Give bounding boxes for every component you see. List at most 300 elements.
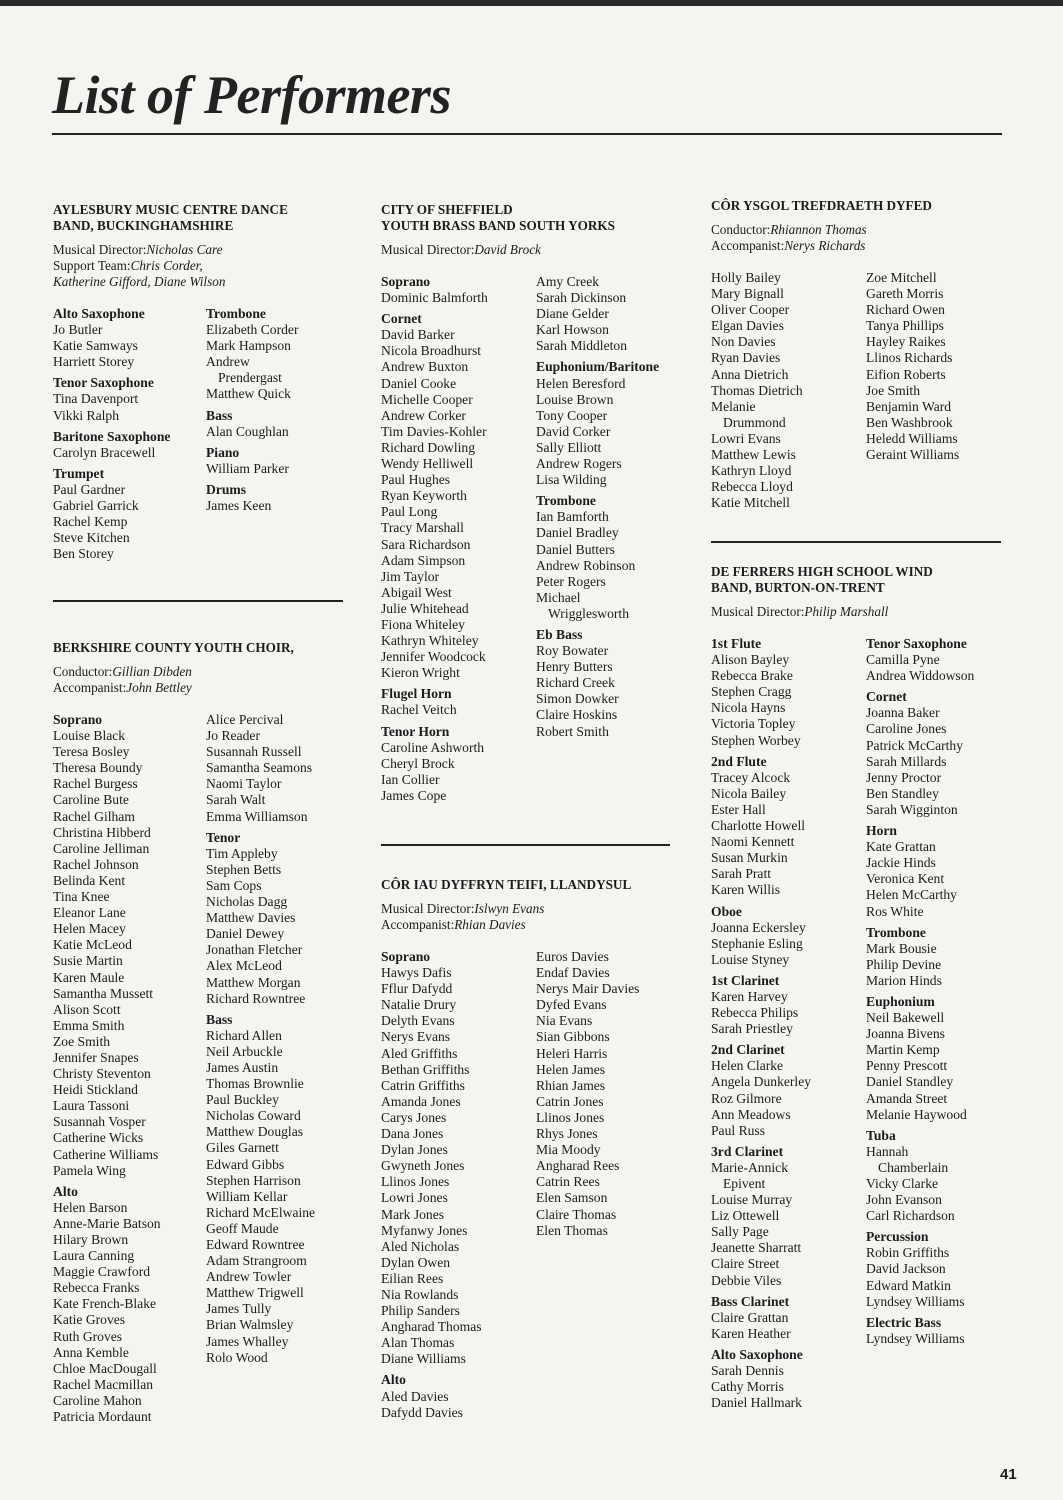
performer-name: Ben Storey (53, 546, 114, 562)
performer-name: Susan Murkin (711, 850, 788, 866)
performer-name: Karen Harvey (711, 988, 788, 1004)
performer-name: Sarah Middleton (536, 338, 627, 354)
info-label: Musical Director: (53, 242, 147, 257)
performer-name: Veronica Kent (866, 871, 945, 887)
group-title (381, 202, 681, 234)
info-value: John Bettley (126, 680, 192, 695)
info-value: Philip Marshall (804, 604, 889, 619)
group-cor-ysgol (711, 198, 1011, 516)
performer-column (381, 949, 536, 1426)
performer-name: Abigail West (381, 584, 452, 600)
performer-name: Ros White (866, 903, 924, 919)
performer-name: Dylan Owen (381, 1254, 451, 1270)
performer-name: Anna Dietrich (711, 366, 789, 382)
performer-name: Andrew Towler (206, 1269, 292, 1285)
performer-name: James Austin (206, 1059, 279, 1075)
section (53, 306, 206, 370)
section-heading: Percussion (866, 1229, 929, 1245)
performer-name: Louise Styney (711, 951, 790, 967)
group-info (711, 604, 1011, 620)
performer-name: Stephen Cragg (711, 684, 792, 700)
info-label: Accompanist: (711, 238, 785, 253)
performer-name: Endaf Davies (536, 965, 610, 981)
performer-name: Susie Martin (53, 953, 123, 969)
performer-name: Matthew Davies (206, 910, 296, 926)
performer-name: Wendy Helliwell (381, 456, 474, 472)
performer-name: Eifion Roberts (866, 366, 946, 382)
performer-name: Andrea Widdowson (866, 668, 975, 684)
section-heading: 1st Clarinet (711, 972, 780, 988)
section-heading: Bass Clarinet (711, 1293, 790, 1309)
section-heading: Trombone (206, 306, 266, 321)
section (381, 274, 536, 306)
performer-name: Wrigglesworth (548, 605, 629, 621)
performer-name: Llinos Jones (536, 1109, 605, 1125)
performer-name: Paul Gardner (53, 481, 126, 497)
performer-name: Ryan Davies (711, 350, 781, 366)
performer-name: Tony Cooper (536, 407, 608, 423)
performer-column (866, 270, 1006, 516)
section (381, 724, 536, 804)
performer-name: Eleanor Lane (53, 905, 126, 921)
performer-name: Martin Kemp (866, 1042, 940, 1058)
section-heading: Tenor Saxophone (866, 636, 967, 651)
section-heading: 3rd Clarinet (711, 1143, 784, 1159)
performer-name: Non Davies (711, 334, 776, 350)
performer-name: Carys Jones (381, 1109, 447, 1125)
section (206, 830, 346, 1007)
section-heading: Electric Bass (866, 1314, 942, 1330)
top-border (0, 0, 1063, 6)
performer-name: Susannah Russell (206, 744, 302, 760)
performer-name: Stephen Worbey (711, 732, 801, 748)
performer-name: Richard Owen (866, 302, 945, 318)
performer-name: Fiona Whiteley (381, 616, 465, 632)
group-title-line: CÔR YSGOL TREFDRAETH DYFED (711, 198, 932, 213)
info-label: Accompanist: (53, 680, 127, 695)
info-value: Rhiannon Thomas (770, 222, 867, 237)
performer-name: Anna Kemble (53, 1344, 129, 1360)
section (53, 429, 206, 461)
performer-name: Paul Russ (711, 1122, 766, 1138)
performer-name: Elgan Davies (711, 318, 784, 334)
performer-name: Lyndsey Williams (866, 1293, 965, 1309)
section (711, 1042, 866, 1139)
performer-columns (711, 270, 1011, 516)
section-heading: Euphonium (866, 993, 935, 1009)
performer-name: Paul Buckley (206, 1092, 279, 1108)
info-line (381, 242, 681, 258)
performer-name: Julie Whitehead (381, 600, 469, 616)
performer-name: Vicky Clarke (866, 1176, 939, 1191)
performer-name: Laura Tassoni (53, 1098, 130, 1114)
section (206, 445, 346, 477)
performer-name: Ben Standley (866, 785, 939, 801)
performer-name: Aled Davies (381, 1388, 449, 1404)
performer-name: Louise Murray (711, 1192, 793, 1208)
performer-name: Lyndsey Williams (866, 1330, 965, 1346)
info-value: Chris Corder, (130, 258, 203, 273)
performer-name: Harriett Storey (53, 354, 135, 370)
performer-name: Alice Percival (206, 712, 284, 727)
performer-name: Daniel Hallmark (711, 1395, 802, 1411)
performer-name: Daniel Dewey (206, 926, 285, 942)
performer-name: Sian Gibbons (536, 1029, 610, 1045)
performer-name: Caroline Bute (53, 792, 129, 808)
performer-name: Karl Howson (536, 322, 609, 338)
performer-name: Rebecca Philips (711, 1005, 799, 1021)
performer-name: Chamberlain (878, 1159, 949, 1175)
performer-name: Nicholas Coward (206, 1108, 301, 1124)
performer-name: Chloe MacDougall (53, 1360, 157, 1376)
info-label: Musical Director: (711, 604, 805, 619)
section-heading: Cornet (381, 311, 422, 327)
performer-name: Caroline Jones (866, 721, 947, 737)
divider-rule (381, 844, 670, 846)
performer-name: Daniel Bradley (536, 525, 619, 541)
performer-name: Angharad Thomas (381, 1319, 482, 1335)
performer-name: Mark Bousie (866, 940, 937, 956)
performer-name: Holly Bailey (711, 270, 781, 285)
performer-name: Richard Rowntree (206, 990, 306, 1006)
performer-name: Diane Williams (381, 1351, 466, 1367)
group-title-line: CITY OF SHEFFIELD (381, 202, 513, 217)
performer-name: Adam Simpson (381, 552, 466, 568)
performer-name: Philip Devine (866, 956, 942, 972)
info-value: Nerys Richards (784, 238, 866, 253)
performer-name: Rhys Jones (536, 1126, 598, 1142)
section (381, 1372, 536, 1420)
group-title-line: DE FERRERS HIGH SCHOOL WIND (711, 564, 933, 579)
performer-name: Maggie Crawford (53, 1264, 151, 1280)
info-label: Support Team: (53, 258, 131, 273)
performer-name: Daniel Standley (866, 1074, 954, 1090)
performer-name: David Corker (536, 423, 611, 439)
performer-column (53, 306, 206, 567)
group-sheffield (381, 202, 681, 809)
group-title-line: YOUTH BRASS BAND SOUTH YORKS (381, 218, 616, 233)
info-value: David Brock (474, 242, 541, 257)
performer-name: Joanna Bivens (866, 1026, 945, 1042)
performer-name: William Parker (206, 460, 289, 476)
section (866, 1229, 1006, 1309)
performer-name: Richard Creek (536, 675, 615, 691)
info-value: Gillian Dibden (112, 664, 192, 679)
performer-name: Rachel Macmillan (53, 1376, 154, 1392)
info-label: Accompanist: (381, 917, 455, 932)
performer-name: James Whalley (206, 1333, 289, 1349)
performer-name: Amanda Street (866, 1090, 948, 1106)
group-title (711, 564, 1011, 596)
info-line (53, 242, 363, 258)
performer-name: Laura Canning (53, 1248, 135, 1264)
performer-name: Caroline Mahon (53, 1392, 142, 1408)
performer-name: Elen Samson (536, 1190, 608, 1206)
performer-name: Richard Allen (206, 1027, 282, 1043)
performer-name: Llinos Jones (381, 1174, 450, 1190)
section (866, 689, 1006, 818)
info-line (53, 258, 363, 274)
performer-name: Susannah Vosper (53, 1114, 146, 1130)
performer-name: Karen Maule (53, 969, 125, 985)
performer-name: Marie-Annick (711, 1159, 789, 1175)
performer-name: Adam Strangroom (206, 1253, 307, 1269)
performer-columns (53, 712, 363, 1430)
section-heading: Soprano (381, 274, 431, 289)
performer-name: Robin Griffiths (866, 1245, 950, 1261)
performer-name: Katie Mitchell (711, 495, 790, 511)
performer-name: Sarah Pratt (711, 866, 772, 882)
performer-name: Rebecca Brake (711, 668, 793, 684)
performer-name: Rachel Burgess (53, 776, 138, 792)
section (711, 754, 866, 899)
performer-name: Mia Moody (536, 1142, 601, 1158)
performer-name: Rachel Johnson (53, 856, 139, 872)
performer-name: Jennifer Snapes (53, 1049, 139, 1065)
performer-name: Rolo Wood (206, 1349, 268, 1365)
performer-columns (711, 636, 1011, 1416)
performer-name: Tim Appleby (206, 845, 278, 861)
performer-column (206, 712, 346, 1430)
performer-name: Sarah Millards (866, 753, 947, 769)
group-title-line: BERKSHIRE COUNTY YOUTH CHOIR, (53, 640, 294, 655)
section (536, 949, 676, 1239)
section-heading: Euphonium/Baritone (536, 359, 660, 375)
group-berkshire (53, 640, 363, 1430)
info-line (53, 664, 363, 680)
performer-name: Sally Elliott (536, 439, 602, 455)
section-heading: Cornet (866, 689, 907, 705)
performer-name: Hilary Brown (53, 1232, 129, 1247)
performer-name: Nicholas Dagg (206, 894, 288, 910)
info-label: Musical Director: (381, 901, 475, 916)
section (381, 686, 536, 718)
section-heading: Tenor Saxophone (53, 375, 154, 391)
performer-name: Sam Cops (206, 877, 262, 893)
info-line (711, 238, 1011, 254)
performer-name: Camilla Pyne (866, 652, 940, 668)
performer-name: Christy Steventon (53, 1066, 151, 1082)
performer-name: Andrew Robinson (536, 557, 636, 573)
performer-name: Melanie (711, 398, 756, 414)
performer-name: Edward Gibbs (206, 1156, 285, 1172)
performer-name: Stephanie Esling (711, 935, 803, 951)
performer-name: Joe Smith (866, 382, 921, 398)
performer-name: Matthew Morgan (206, 974, 301, 990)
section-heading: Bass (206, 407, 233, 423)
performer-name: Cheryl Brock (381, 755, 455, 771)
info-value: Nicholas Care (146, 242, 223, 257)
performer-column (206, 306, 346, 567)
performer-name: Rachel Gilham (53, 808, 135, 824)
section-heading: Baritone Saxophone (53, 428, 171, 444)
performer-columns (381, 274, 681, 809)
performer-name: Geraint Williams (866, 447, 960, 463)
performer-name: Paul Hughes (381, 472, 451, 488)
group-title-line: CÔR IAU DYFFRYN TEIFI, LLANDYSUL (381, 877, 632, 892)
performer-name: Dana Jones (381, 1126, 444, 1142)
performer-name: Jeanette Sharratt (711, 1240, 802, 1256)
info-line (711, 604, 1011, 620)
section-heading: Piano (206, 444, 240, 460)
performer-name: Cathy Morris (711, 1379, 784, 1395)
performer-name: Claire Street (711, 1256, 780, 1272)
section (866, 925, 1006, 989)
performer-name: Patrick McCarthy (866, 737, 964, 753)
group-title (53, 202, 363, 234)
performer-name: Roz Gilmore (711, 1090, 782, 1106)
performer-name: Kathryn Whiteley (381, 633, 479, 649)
section (206, 712, 346, 825)
performer-name: Jonathan Fletcher (206, 942, 303, 958)
performer-name: Naomi Taylor (206, 776, 282, 792)
performer-name: Victoria Topley (711, 716, 796, 732)
section-heading: Drums (206, 481, 247, 497)
performer-name: Carolyn Bracewell (53, 444, 156, 460)
group-cor-iau (381, 877, 681, 1426)
performer-name: Catrin Griffiths (381, 1077, 465, 1093)
performer-name: Christina Hibberd (53, 824, 151, 840)
performer-name: Mark Jones (381, 1206, 445, 1222)
info-line (53, 274, 363, 290)
performer-name: Dafydd Davies (381, 1404, 463, 1420)
group-title-line: AYLESBURY MUSIC CENTRE DANCE (53, 202, 288, 217)
performer-name: Matthew Douglas (206, 1124, 304, 1140)
section (711, 636, 866, 749)
performer-name: Gabriel Garrick (53, 498, 139, 514)
performer-name: Ruth Groves (53, 1328, 123, 1344)
performer-name: Dominic Balmforth (381, 290, 488, 306)
performer-name: Michelle Cooper (381, 391, 473, 407)
performer-columns (381, 949, 681, 1426)
section (381, 949, 536, 1367)
section-heading: 2nd Clarinet (711, 1042, 785, 1058)
performer-name: Jo Butler (53, 322, 103, 338)
section (866, 994, 1006, 1123)
performer-name: Emma Williamson (206, 808, 308, 824)
performer-name: Daniel Butters (536, 541, 615, 557)
performer-name: Tina Knee (53, 889, 110, 905)
performer-name: Katie Groves (53, 1312, 126, 1328)
section (866, 636, 1006, 684)
performer-name: Lowri Evans (711, 430, 781, 446)
performer-name: Nerys Mair Davies (536, 981, 640, 997)
performer-name: Zoe Mitchell (866, 270, 937, 285)
performer-name: Eilian Rees (381, 1270, 444, 1286)
performer-name: Michael (536, 589, 581, 605)
performer-name: Daniel Cooke (381, 375, 457, 391)
performer-name: Stephen Betts (206, 861, 282, 877)
performer-name: Diane Gelder (536, 306, 609, 322)
performer-name: Joanna Eckersley (711, 919, 806, 935)
performer-name: Epivent (723, 1176, 766, 1191)
performer-name: Drummond (723, 414, 786, 430)
group-info (711, 222, 1011, 254)
section (53, 466, 206, 563)
performer-name: Neil Bakewell (866, 1010, 945, 1026)
group-title-line: BAND, BURTON-ON-TRENT (711, 580, 885, 595)
performer-name: Matthew Trigwell (206, 1285, 304, 1301)
section (536, 359, 676, 488)
section-heading: Bass (206, 1011, 233, 1027)
section-heading: Oboe (711, 903, 742, 919)
performer-name: Catrin Jones (536, 1093, 604, 1109)
performer-name: Paul Long (381, 504, 438, 520)
performer-column (53, 712, 206, 1430)
section (711, 1347, 866, 1411)
info-line (381, 901, 681, 917)
section-heading: Alto Saxophone (53, 306, 145, 321)
performer-name: Hawys Dafis (381, 965, 452, 981)
performer-name: Ester Hall (711, 801, 766, 817)
performer-name: William Kellar (206, 1188, 288, 1204)
performer-name: Hannah (866, 1143, 909, 1159)
performer-name: Rachel Veitch (381, 702, 457, 718)
performer-name: Vikki Ralph (53, 407, 120, 423)
performer-name: Claire Thomas (536, 1206, 617, 1222)
performer-name: Andrew (206, 354, 250, 370)
performer-name: Samantha Mussett (53, 985, 154, 1001)
section (866, 270, 1006, 463)
performer-name: Delyth Evans (381, 1013, 455, 1029)
performer-name: Sarah Dennis (711, 1363, 784, 1379)
performer-name: Catherine Williams (53, 1146, 159, 1162)
performer-name: Jenny Proctor (866, 769, 942, 785)
performer-name: Penny Prescott (866, 1058, 948, 1074)
performer-name: Amanda Jones (381, 1093, 461, 1109)
performer-name: Benjamin Ward (866, 398, 952, 414)
section (206, 1012, 346, 1366)
performer-name: Gareth Morris (866, 286, 944, 302)
performer-name: Jackie Hinds (866, 855, 936, 871)
performer-name: Sarah Wigginton (866, 801, 958, 817)
performer-name: Andrew Corker (381, 407, 466, 423)
performer-name: Helen Barson (53, 1199, 128, 1215)
performer-name: Ryan Keyworth (381, 488, 467, 504)
section (711, 1294, 866, 1342)
performer-name: Tim Davies-Kohler (381, 423, 487, 439)
section (866, 1128, 1006, 1225)
performer-name: Rachel Kemp (53, 514, 128, 530)
section (866, 823, 1006, 920)
performer-name: Aled Nicholas (381, 1238, 460, 1254)
performer-name: Nicola Bailey (711, 785, 787, 801)
info-line (53, 680, 363, 696)
performer-name: Lowri Jones (381, 1190, 448, 1206)
section (711, 1144, 866, 1289)
performer-name: John Evanson (866, 1192, 942, 1208)
performer-name: Naomi Kennett (711, 834, 795, 850)
performer-name: James Cope (381, 787, 447, 803)
performer-name: Giles Garnett (206, 1140, 279, 1156)
performer-name: Prendergast (218, 370, 282, 386)
performer-name: Alison Bayley (711, 652, 790, 668)
performer-name: Marion Hinds (866, 972, 942, 988)
performer-name: Sara Richardson (381, 536, 471, 552)
performer-name: Sally Page (711, 1224, 769, 1240)
performer-name: Jim Taylor (381, 568, 440, 584)
performer-name: James Tully (206, 1301, 272, 1317)
performer-name: Henry Butters (536, 659, 613, 675)
performer-name: Claire Hoskins (536, 707, 618, 723)
performer-name: Katie McLeod (53, 937, 132, 953)
group-title (53, 640, 363, 656)
page-title: List of Performers (52, 65, 451, 125)
performer-name: Kate Grattan (866, 839, 936, 855)
performer-name: Matthew Lewis (711, 447, 796, 463)
performer-name: Matthew Quick (206, 386, 291, 402)
performer-name: Euros Davies (536, 949, 609, 964)
